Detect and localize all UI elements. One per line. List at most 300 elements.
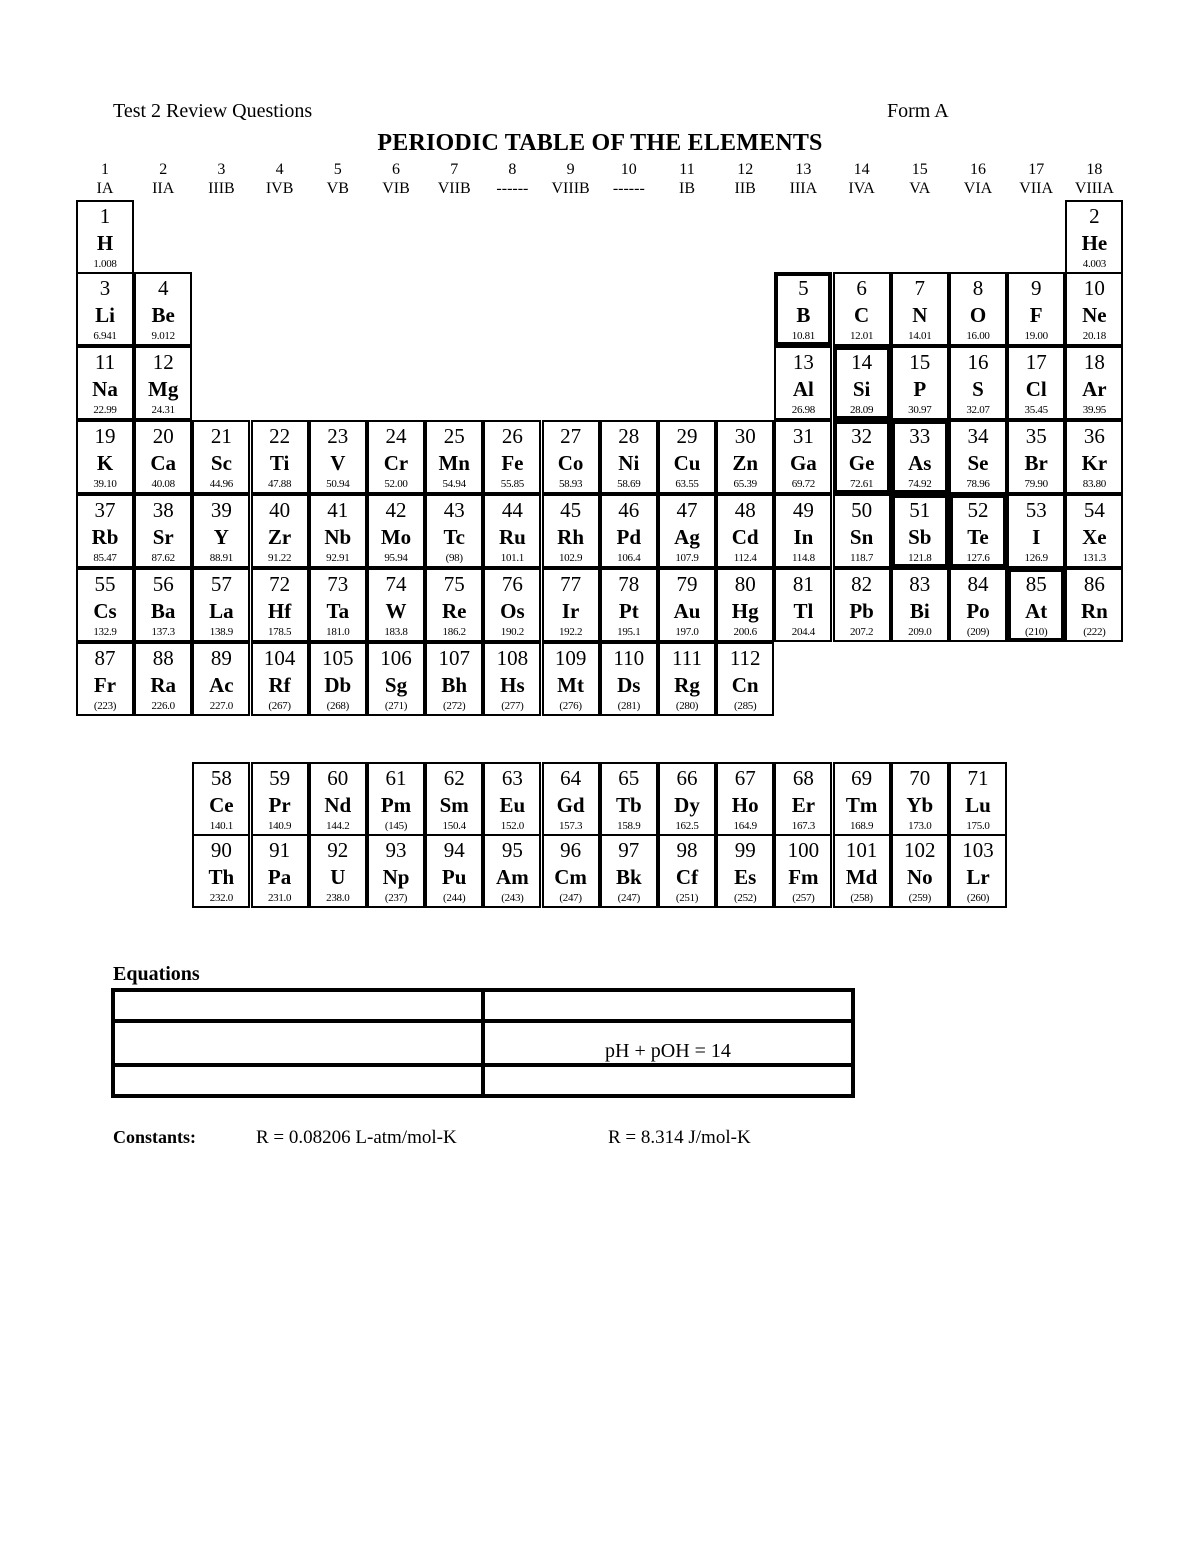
element-mass: (209) <box>966 626 990 638</box>
element-cell <box>542 568 600 642</box>
element-symbol: No <box>906 865 933 889</box>
element-mass: 173.0 <box>908 820 932 832</box>
element-mass: 150.4 <box>442 820 466 832</box>
element-symbol: Al <box>792 377 814 401</box>
group-number: 8 <box>508 161 517 178</box>
element-number: 94 <box>443 838 465 862</box>
element-number: 17 <box>1025 350 1047 374</box>
element-mass: 91.22 <box>267 552 292 564</box>
element-cell <box>949 494 1007 568</box>
element-number: 43 <box>443 498 465 522</box>
element-number: 57 <box>210 572 232 596</box>
element-symbol: S <box>972 377 984 401</box>
element-mass: (271) <box>384 700 408 712</box>
element-symbol: Sg <box>384 673 408 697</box>
group-number: 10 <box>620 161 637 178</box>
element-mass: 178.5 <box>267 626 292 638</box>
element-mass: (277) <box>501 700 524 712</box>
element-mass: 63.55 <box>675 478 699 490</box>
element-symbol: Br <box>1024 451 1048 475</box>
group-header <box>542 160 600 198</box>
element-cell <box>367 420 425 494</box>
element-number: 5 <box>798 276 809 300</box>
element-symbol: Sr <box>152 525 174 549</box>
element-number: 13 <box>792 350 814 374</box>
group-label: VIB <box>382 180 410 197</box>
element-mass: 190.2 <box>500 626 525 638</box>
element-number: 31 <box>792 424 814 448</box>
element-cell <box>774 346 832 420</box>
element-number: 111 <box>672 646 702 670</box>
element-symbol: Re <box>441 599 467 623</box>
element-mass: 74.92 <box>908 478 932 490</box>
element-mass: 88.91 <box>209 552 234 564</box>
element-mass: 72.61 <box>849 478 874 490</box>
element-number: 24 <box>385 424 407 448</box>
gas-constant-latm: R = 0.08206 L-atm/mol-K <box>256 1127 457 1148</box>
element-mass: 204.4 <box>791 626 816 638</box>
element-symbol: Rg <box>674 673 700 697</box>
element-number: 78 <box>618 572 640 596</box>
element-symbol: Bk <box>615 865 642 889</box>
element-symbol: Cd <box>731 525 759 549</box>
element-cell <box>542 762 600 836</box>
element-mass: 24.31 <box>151 404 175 416</box>
element-symbol: Yb <box>906 793 934 817</box>
element-number: 85 <box>1025 572 1047 596</box>
element-symbol: Ir <box>561 599 580 623</box>
element-mass: (268) <box>326 700 349 712</box>
element-number: 42 <box>385 498 407 522</box>
element-number: 44 <box>501 498 523 522</box>
group-header <box>192 160 250 198</box>
element-mass: 186.2 <box>442 626 466 638</box>
element-number: 106 <box>380 646 412 670</box>
element-number: 15 <box>909 350 931 374</box>
group-number: 15 <box>911 161 928 178</box>
group-header <box>891 160 949 198</box>
element-cell <box>891 762 949 836</box>
element-mass: 28.09 <box>849 404 874 416</box>
group-number: 17 <box>1028 161 1045 178</box>
element-symbol: Hg <box>731 599 759 623</box>
element-number: 23 <box>327 424 349 448</box>
element-cell <box>600 762 658 836</box>
element-mass: 195.1 <box>617 626 641 638</box>
element-symbol: Ge <box>848 451 875 475</box>
element-number: 107 <box>438 646 470 670</box>
element-symbol: Eu <box>499 793 526 817</box>
element-symbol: Se <box>967 451 989 475</box>
element-cell <box>891 346 949 420</box>
element-mass: (247) <box>617 892 640 904</box>
element-mass: 114.8 <box>791 552 815 564</box>
element-number: 51 <box>909 498 931 522</box>
element-mass: 12.01 <box>849 330 874 342</box>
element-cell <box>891 568 949 642</box>
element-number: 19 <box>94 424 116 448</box>
element-cell <box>658 494 716 568</box>
element-mass: 16.00 <box>966 330 990 342</box>
element-cell <box>658 568 716 642</box>
element-cell <box>833 420 891 494</box>
element-cell <box>309 642 367 716</box>
element-cell <box>1065 494 1123 568</box>
element-number: 99 <box>734 838 756 862</box>
element-number: 16 <box>967 350 989 374</box>
element-number: 39 <box>210 498 232 522</box>
element-number: 26 <box>501 424 523 448</box>
group-label: VIIB <box>437 180 471 197</box>
element-number: 82 <box>851 572 873 596</box>
element-symbol: Tb <box>615 793 642 817</box>
group-header <box>949 160 1007 198</box>
element-number: 52 <box>967 498 989 522</box>
element-mass: 231.0 <box>267 892 292 904</box>
element-mass: 207.2 <box>849 626 874 638</box>
document-header-right: Form A <box>887 100 949 122</box>
element-number: 65 <box>618 766 640 790</box>
group-number: 18 <box>1086 161 1103 178</box>
element-mass: 78.96 <box>966 478 990 490</box>
element-symbol: Na <box>92 377 118 401</box>
element-symbol: Cl <box>1025 377 1047 401</box>
element-mass: 158.9 <box>617 820 641 832</box>
element-mass: (98) <box>445 552 463 564</box>
group-number: 12 <box>737 161 754 178</box>
group-label: VIIA <box>1019 180 1054 197</box>
element-number: 40 <box>269 498 291 522</box>
element-number: 38 <box>152 498 174 522</box>
element-cell <box>833 272 891 346</box>
element-cell <box>367 834 425 908</box>
element-cell <box>600 420 658 494</box>
element-number: 97 <box>618 838 640 862</box>
element-mass: (260) <box>966 892 990 904</box>
element-number: 76 <box>501 572 523 596</box>
group-header <box>483 160 541 198</box>
element-mass: 175.0 <box>966 820 990 832</box>
element-symbol: In <box>793 525 814 549</box>
element-number: 90 <box>210 838 232 862</box>
element-mass: (145) <box>384 820 408 832</box>
element-symbol: Ta <box>326 599 350 623</box>
element-number: 104 <box>263 646 296 670</box>
element-cell <box>425 762 483 836</box>
element-cell <box>658 642 716 716</box>
element-symbol: Tl <box>793 599 814 623</box>
element-cell <box>251 834 309 908</box>
element-cell <box>192 642 250 716</box>
element-cell <box>1065 568 1123 642</box>
element-cell <box>251 420 309 494</box>
element-cell <box>716 834 774 908</box>
element-mass: 209.0 <box>908 626 932 638</box>
element-symbol: Rh <box>557 525 585 549</box>
element-cell <box>600 834 658 908</box>
group-label: IIIA <box>789 180 818 197</box>
element-cell <box>134 494 192 568</box>
gas-constant-joule: R = 8.314 J/mol-K <box>608 1127 751 1148</box>
equations-row <box>113 990 853 1021</box>
group-number: 3 <box>217 161 226 178</box>
element-mass: (258) <box>850 892 873 904</box>
element-cell <box>891 272 949 346</box>
element-number: 59 <box>269 766 291 790</box>
element-mass: (280) <box>675 700 699 712</box>
element-symbol: At <box>1025 599 1048 623</box>
group-header <box>1065 160 1123 198</box>
element-cell <box>774 834 832 908</box>
element-mass: 14.01 <box>908 330 932 342</box>
element-mass: 238.0 <box>326 892 350 904</box>
element-mass: (244) <box>443 892 466 904</box>
equations-title: Equations <box>113 963 200 985</box>
element-number: 74 <box>385 572 407 596</box>
element-number: 105 <box>322 646 354 670</box>
element-mass: 183.8 <box>384 626 408 638</box>
element-mass: 19.00 <box>1024 330 1048 342</box>
element-mass: 52.00 <box>384 478 408 490</box>
group-label: IIA <box>152 180 175 197</box>
element-mass: 131.3 <box>1082 552 1107 564</box>
element-mass: 30.97 <box>908 404 932 416</box>
group-header <box>600 160 658 198</box>
element-number: 100 <box>787 838 820 862</box>
element-mass: (272) <box>443 700 466 712</box>
element-number: 71 <box>967 766 989 790</box>
element-number: 108 <box>496 646 529 670</box>
element-mass: 20.18 <box>1082 330 1107 342</box>
element-symbol: K <box>96 451 114 475</box>
element-number: 64 <box>560 766 582 790</box>
element-symbol: Ni <box>618 451 640 475</box>
element-symbol: Zn <box>732 451 759 475</box>
element-symbol: Sb <box>908 525 932 549</box>
element-mass: 95.94 <box>384 552 408 564</box>
element-symbol: Mg <box>148 377 179 401</box>
element-number: 36 <box>1083 424 1105 448</box>
element-symbol: Os <box>500 599 525 623</box>
element-cell <box>367 642 425 716</box>
element-symbol: Pt <box>618 599 639 623</box>
element-mass: (222) <box>1083 626 1106 638</box>
element-number: 27 <box>560 424 582 448</box>
element-symbol: Nd <box>324 793 352 817</box>
group-label: IB <box>679 180 695 197</box>
element-number: 12 <box>152 350 174 374</box>
element-symbol: Pm <box>380 793 412 817</box>
group-label: IVA <box>848 180 875 197</box>
equations-row <box>113 1021 853 1065</box>
element-cell <box>774 568 832 642</box>
element-cell <box>483 494 541 568</box>
element-mass: 87.62 <box>151 552 175 564</box>
element-cell <box>949 346 1007 420</box>
group-label: ------ <box>496 180 529 197</box>
element-number: 33 <box>909 424 931 448</box>
element-symbol: Rf <box>268 673 291 697</box>
element-mass: 101.1 <box>500 552 525 564</box>
element-cell <box>251 568 309 642</box>
element-number: 66 <box>676 766 698 790</box>
element-cell <box>1007 494 1065 568</box>
element-number: 110 <box>613 646 645 670</box>
element-number: 72 <box>269 572 291 596</box>
element-symbol: Xe <box>1082 525 1107 549</box>
element-mass: 137.3 <box>151 626 175 638</box>
element-number: 45 <box>560 498 582 522</box>
element-cell <box>774 272 832 346</box>
element-symbol: As <box>908 451 932 475</box>
element-symbol: B <box>796 303 811 327</box>
element-symbol: Hf <box>267 599 292 623</box>
element-cell <box>309 420 367 494</box>
element-symbol: Rb <box>91 525 119 549</box>
group-label: ------ <box>612 180 645 197</box>
element-mass: 107.9 <box>675 552 699 564</box>
element-mass: 9.012 <box>151 330 175 342</box>
element-mass: 200.6 <box>733 626 757 638</box>
element-mass: 10.81 <box>791 330 816 342</box>
element-cell <box>309 834 367 908</box>
element-number: 34 <box>967 424 989 448</box>
element-cell <box>1065 346 1123 420</box>
element-mass: (285) <box>734 700 757 712</box>
equation-cell <box>483 1065 853 1096</box>
element-cell <box>192 494 250 568</box>
element-symbol: Ag <box>674 525 700 549</box>
element-cell <box>949 272 1007 346</box>
element-cell <box>251 494 309 568</box>
element-cell <box>658 420 716 494</box>
element-cell <box>833 568 891 642</box>
group-number: 6 <box>392 161 400 178</box>
element-mass: 22.99 <box>93 404 117 416</box>
element-symbol: Ti <box>269 451 290 475</box>
element-number: 14 <box>851 350 873 374</box>
element-mass: (267) <box>268 700 291 712</box>
element-cell <box>76 200 134 274</box>
element-mass: 69.72 <box>791 478 816 490</box>
element-cell <box>309 568 367 642</box>
element-cell <box>1065 420 1123 494</box>
element-cell <box>192 420 250 494</box>
element-number: 103 <box>962 838 994 862</box>
group-number: 4 <box>275 161 284 178</box>
element-mass: (252) <box>734 892 757 904</box>
element-symbol: Es <box>734 865 757 889</box>
element-symbol: Fm <box>788 865 819 889</box>
element-cell <box>949 568 1007 642</box>
element-symbol: Y <box>213 525 229 549</box>
element-cell <box>774 762 832 836</box>
element-mass: 26.98 <box>791 404 816 416</box>
element-number: 1 <box>99 204 111 228</box>
element-mass: 144.2 <box>326 820 350 832</box>
element-symbol: Ga <box>789 451 817 475</box>
element-cell <box>542 642 600 716</box>
element-mass: 168.9 <box>849 820 874 832</box>
element-number: 109 <box>554 646 587 670</box>
group-header <box>774 160 832 198</box>
element-mass: 47.88 <box>267 478 292 490</box>
group-header <box>134 160 192 198</box>
group-label: IVB <box>265 180 294 197</box>
element-mass: 192.2 <box>558 626 583 638</box>
group-header <box>367 160 425 198</box>
group-header <box>716 160 774 198</box>
element-mass: 106.4 <box>617 552 641 564</box>
element-number: 58 <box>210 766 232 790</box>
element-symbol: Sn <box>849 525 874 549</box>
element-cell <box>1007 568 1065 642</box>
element-mass: 58.93 <box>558 478 583 490</box>
element-number: 20 <box>152 424 174 448</box>
element-number: 56 <box>152 572 174 596</box>
element-mass: (259) <box>908 892 931 904</box>
element-symbol: Bi <box>909 599 930 623</box>
element-mass: (243) <box>501 892 524 904</box>
element-cell <box>833 346 891 420</box>
element-cell <box>1065 200 1123 274</box>
element-cell <box>134 642 192 716</box>
element-number: 49 <box>792 498 814 522</box>
element-number: 4 <box>157 276 169 300</box>
element-symbol: V <box>330 451 346 475</box>
element-mass: (257) <box>792 892 815 904</box>
element-symbol: Cr <box>383 451 409 475</box>
document-header-left: Test 2 Review Questions <box>113 100 313 122</box>
group-number: 5 <box>333 161 342 178</box>
element-mass: 92.91 <box>326 552 350 564</box>
element-cell <box>76 272 134 346</box>
element-cell <box>891 834 949 908</box>
element-mass: 112.4 <box>733 552 757 564</box>
element-mass: 181.0 <box>326 626 350 638</box>
element-cell <box>483 420 541 494</box>
group-label: IIB <box>734 180 756 197</box>
element-number: 77 <box>560 572 582 596</box>
element-cell <box>1007 272 1065 346</box>
element-symbol: Ba <box>150 599 176 623</box>
element-number: 8 <box>972 276 984 300</box>
element-cell <box>949 420 1007 494</box>
element-cell <box>658 834 716 908</box>
element-number: 93 <box>385 838 407 862</box>
element-number: 47 <box>676 498 698 522</box>
element-symbol: Ca <box>150 451 177 475</box>
element-symbol: Po <box>966 599 990 623</box>
element-cell <box>483 762 541 836</box>
element-cell <box>367 568 425 642</box>
element-number: 30 <box>734 424 756 448</box>
element-cell <box>891 420 949 494</box>
element-mass: 50.94 <box>326 478 350 490</box>
element-cell <box>891 494 949 568</box>
element-cell <box>76 346 134 420</box>
element-cell <box>76 568 134 642</box>
element-symbol: Te <box>967 525 989 549</box>
element-symbol: Np <box>382 865 410 889</box>
element-mass: 121.8 <box>908 552 932 564</box>
element-mass: 118.7 <box>850 552 874 564</box>
element-symbol: Bh <box>441 673 468 697</box>
element-symbol: Cn <box>731 673 759 697</box>
element-cell <box>833 494 891 568</box>
element-cell <box>833 762 891 836</box>
element-mass: 35.45 <box>1024 404 1048 416</box>
